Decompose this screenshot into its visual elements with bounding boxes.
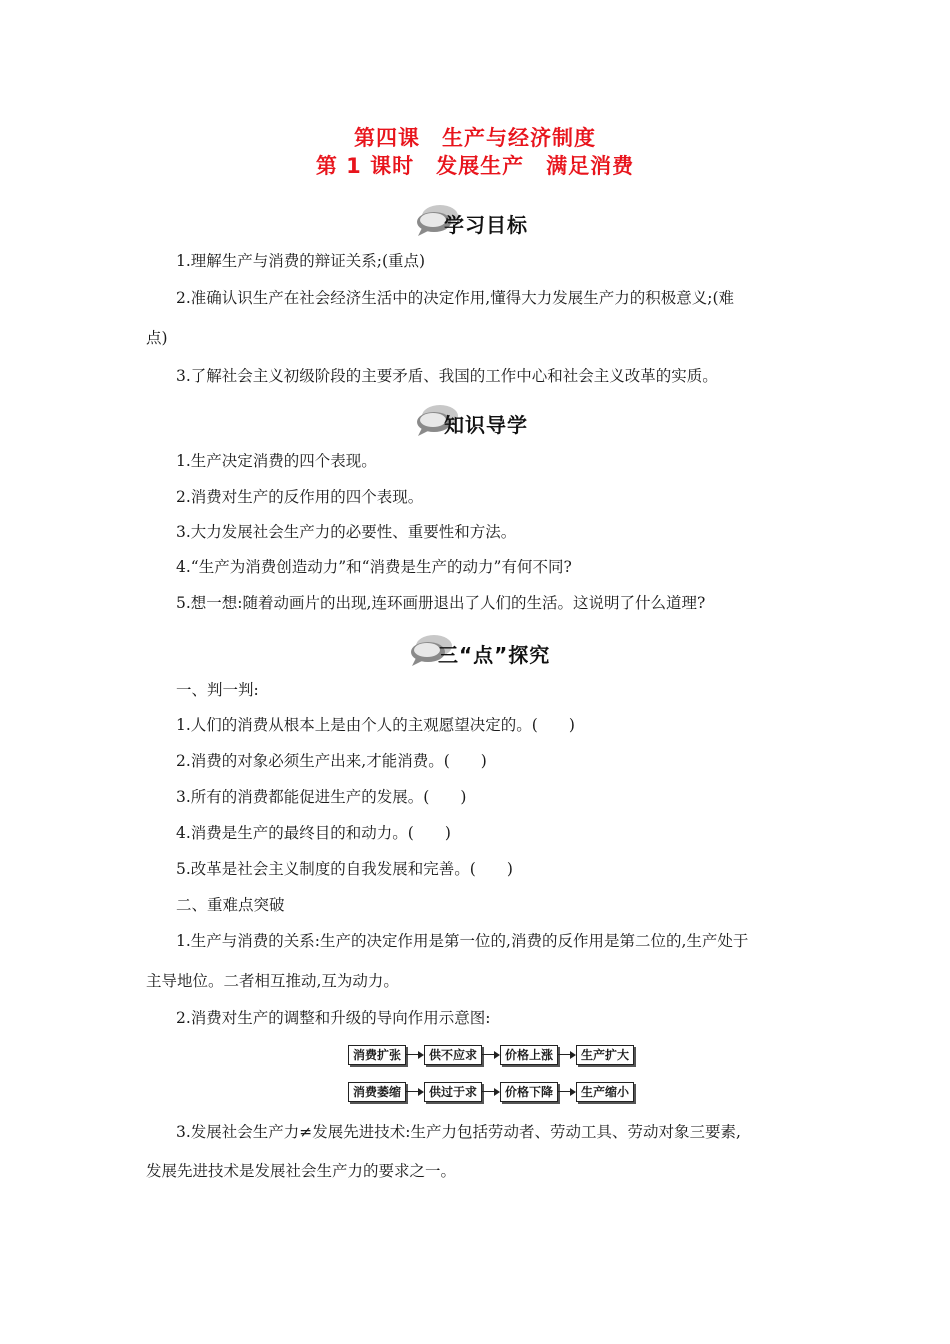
guide-item-4: 4.“生产为消费创造动力”和“消费是生产的动力”有何不同? bbox=[176, 558, 572, 576]
arrow-right-icon bbox=[406, 1087, 424, 1097]
guide-item-1: 1.生产决定消费的四个表现。 bbox=[176, 452, 377, 470]
guide-item-5: 5.想一想:随着动画片的出现,连环画册退出了人们的生活。这说明了什么道理? bbox=[176, 594, 706, 612]
flow-diagram-expand bbox=[348, 1044, 634, 1066]
arrow-right-icon bbox=[482, 1087, 500, 1097]
flow-box: 消费扩张 bbox=[348, 1045, 406, 1065]
flow-box: 供不应求 bbox=[424, 1045, 482, 1065]
point2-text: 2.消费对生产的调整和升级的导向作用示意图: bbox=[176, 1009, 491, 1027]
judge-item-5: 5.改革是社会主义制度的自我发展和完善。( ) bbox=[176, 860, 513, 878]
flow-box: 价格下降 bbox=[500, 1082, 558, 1102]
judge-item-3: 3.所有的消费都能促进生产的发展。( ) bbox=[176, 788, 467, 806]
point1-line1: 1.生产与消费的关系:生产的决定作用是第一位的,消费的反作用是第二位的,生产处于 bbox=[176, 932, 749, 950]
lesson-title: 第四课 生产与经济制度 bbox=[354, 126, 596, 150]
point1-line2: 主导地位。二者相互推动,互为动力。 bbox=[146, 972, 399, 990]
guide-item-3: 3.大力发展社会生产力的必要性、重要性和方法。 bbox=[176, 523, 517, 541]
flow-box: 生产扩大 bbox=[576, 1045, 634, 1065]
section-heading-guide bbox=[414, 400, 544, 440]
part2-title: 二、重难点突破 bbox=[176, 896, 285, 914]
goal-item-2-cont: 点) bbox=[146, 329, 168, 347]
goal-item-2: 2.准确认识生产在社会经济生活中的决定作用,懂得大力发展生产力的积极意义;(难 bbox=[176, 289, 734, 307]
flow-box: 生产缩小 bbox=[576, 1082, 634, 1102]
point3-line1: 3.发展社会生产力≠发展先进技术:生产力包括劳动者、劳动工具、劳动对象三要素, bbox=[176, 1123, 741, 1141]
part1-title: 一、判一判: bbox=[176, 681, 259, 699]
arrow-right-icon bbox=[406, 1050, 424, 1060]
judge-item-1: 1.人们的消费从根本上是由个人的主观愿望决定的。( ) bbox=[176, 716, 575, 734]
goal-item-1: 1.理解生产与消费的辩证关系;(重点) bbox=[176, 252, 426, 270]
flow-box: 供过于求 bbox=[424, 1082, 482, 1102]
flow-box: 价格上涨 bbox=[500, 1045, 558, 1065]
lesson-subtitle: 第 1 课时 发展生产 满足消费 bbox=[315, 154, 635, 178]
arrow-right-icon bbox=[558, 1087, 576, 1097]
flow-box: 消费萎缩 bbox=[348, 1082, 406, 1102]
judge-item-4: 4.消费是生产的最终目的和动力。( ) bbox=[176, 824, 451, 842]
section-title: 知识导学 bbox=[444, 413, 528, 437]
arrow-right-icon bbox=[482, 1050, 500, 1060]
section-title: 学习目标 bbox=[444, 213, 528, 237]
section-title: 三“点”探究 bbox=[438, 643, 551, 667]
goal-item-3: 3.了解社会主义初级阶段的主要矛盾、我国的工作中心和社会主义改革的实质。 bbox=[176, 367, 718, 385]
section-heading-explore bbox=[408, 630, 558, 670]
arrow-right-icon bbox=[558, 1050, 576, 1060]
guide-item-2: 2.消费对生产的反作用的四个表现。 bbox=[176, 488, 424, 506]
section-heading-goals bbox=[414, 200, 544, 240]
judge-item-2: 2.消费的对象必须生产出来,才能消费。( ) bbox=[176, 752, 487, 770]
point3-line2: 发展先进技术是发展社会生产力的要求之一。 bbox=[146, 1162, 457, 1180]
flow-diagram-shrink bbox=[348, 1081, 634, 1103]
